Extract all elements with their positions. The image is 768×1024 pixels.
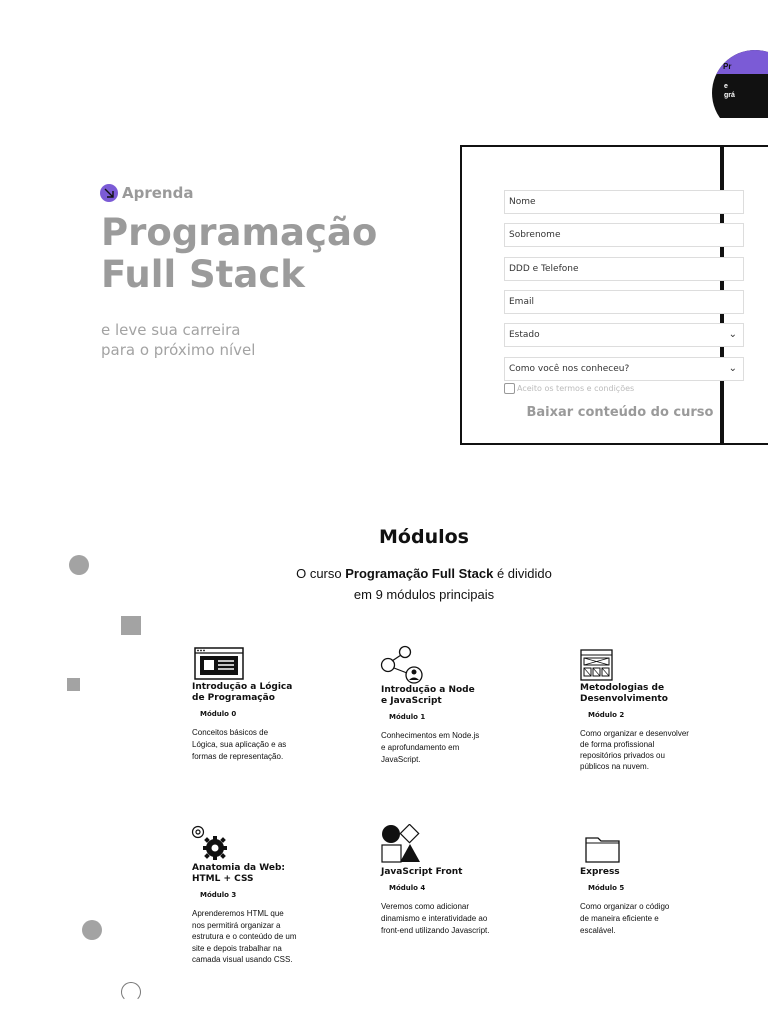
hero-subtitle-line-2: para o próximo nível [101, 341, 256, 359]
decor-circle [69, 555, 89, 575]
network-share-icon [380, 645, 426, 685]
wireframe-icon [580, 649, 613, 681]
modules-intro-line-2: em 9 módulos principais [353, 587, 495, 602]
decor-ring [121, 982, 141, 1002]
module-description: Aprenderemos HTML que nos permitirá organizar a estrutura e o conteúdo de um site e depois trabalhar na camada visual usando CSS. [192, 909, 297, 964]
module-number: Módulo 3 [200, 891, 237, 899]
estado-label: Estado [509, 330, 540, 340]
terms-checkbox[interactable] [504, 383, 515, 394]
shapes-icon [381, 824, 423, 864]
module-description: Conhecimentos em Node.js e aprofundamento em JavaScript. [381, 731, 480, 764]
origem-select[interactable] [504, 357, 744, 381]
hero-title-line-1: Programação [101, 211, 378, 254]
chevron-down-icon: ⌄ [728, 329, 737, 340]
module-name: Metodologias de Desenvolvimento [580, 683, 668, 704]
hero-eyebrow [100, 184, 193, 202]
module-card-4[interactable] [381, 867, 503, 937]
hero-title [101, 212, 421, 296]
modules-intro-pre: O curso [296, 566, 346, 581]
email-placeholder: Email [509, 297, 534, 307]
modules-intro-course: Programação Full Stack [345, 566, 494, 581]
gears-icon [188, 823, 230, 861]
browser-window-icon [194, 647, 244, 681]
module-card-3[interactable] [192, 863, 314, 966]
module-number: Módulo 1 [389, 713, 426, 721]
promo-badge[interactable] [712, 50, 768, 118]
estado-select[interactable] [504, 323, 744, 347]
telefone-input[interactable] [504, 257, 744, 281]
chevron-down-icon: ⌄ [728, 363, 737, 374]
decor-circle [82, 920, 102, 940]
decor-square-small [67, 678, 80, 691]
hero-subtitle-line-1: e leve sua carreira [101, 321, 241, 339]
module-number: Módulo 5 [588, 884, 625, 892]
module-description: Conceitos básicos de Lógica, sua aplicação e as formas de representação. [192, 728, 287, 761]
module-name: Introdução a Node e JavaScript [381, 685, 475, 706]
modules-intro-post: é dividido [493, 566, 552, 581]
module-number: Módulo 4 [389, 884, 426, 892]
module-description: Como organizar e desenvolver de forma profissional repositórios privados ou públicos na nuvem. [580, 729, 689, 771]
decor-square [121, 616, 141, 635]
hero-subtitle [101, 320, 321, 360]
modules-title: Módulos [379, 526, 469, 548]
hero-title-line-2: Full Stack [101, 253, 305, 296]
module-card-2[interactable] [580, 683, 710, 772]
promo-text-2: e grá [724, 83, 735, 99]
download-content-button[interactable]: Baixar conteúdo do curso [526, 405, 714, 420]
lead-form [460, 145, 768, 445]
module-description: Veremos como adicionar dinamismo e interatividade ao front-end utilizando Javascript. [381, 902, 490, 935]
hero-eyebrow-label: Aprenda [122, 184, 194, 202]
module-description: Como organizar o código de maneira eficiente e escalável. [580, 902, 670, 935]
module-card-1[interactable] [381, 685, 503, 766]
telefone-placeholder: DDD e Telefone [509, 264, 579, 274]
arrow-down-right-icon [100, 184, 118, 202]
module-card-5[interactable] [580, 867, 702, 937]
modules-intro [0, 563, 768, 605]
module-name: Introdução a Lógica de Programação [192, 682, 293, 703]
module-card-0[interactable] [192, 682, 314, 763]
nome-input[interactable] [504, 190, 744, 214]
promo-text-1: Pr [723, 62, 732, 71]
terms-label: Aceito os termos e condições [517, 384, 635, 393]
terms-row [504, 383, 634, 394]
email-input[interactable] [504, 290, 744, 314]
module-name: JavaScript Front [381, 867, 463, 877]
sobrenome-placeholder: Sobrenome [509, 230, 561, 240]
module-number: Módulo 2 [588, 711, 625, 719]
nome-placeholder: Nome [509, 197, 536, 207]
module-name: Anatomia da Web: HTML + CSS [192, 863, 286, 884]
sobrenome-input[interactable] [504, 223, 744, 247]
origem-label: Como você nos conheceu? [509, 364, 630, 374]
module-number: Módulo 0 [200, 710, 237, 718]
module-name: Express [580, 867, 620, 877]
folder-icon [584, 834, 622, 864]
